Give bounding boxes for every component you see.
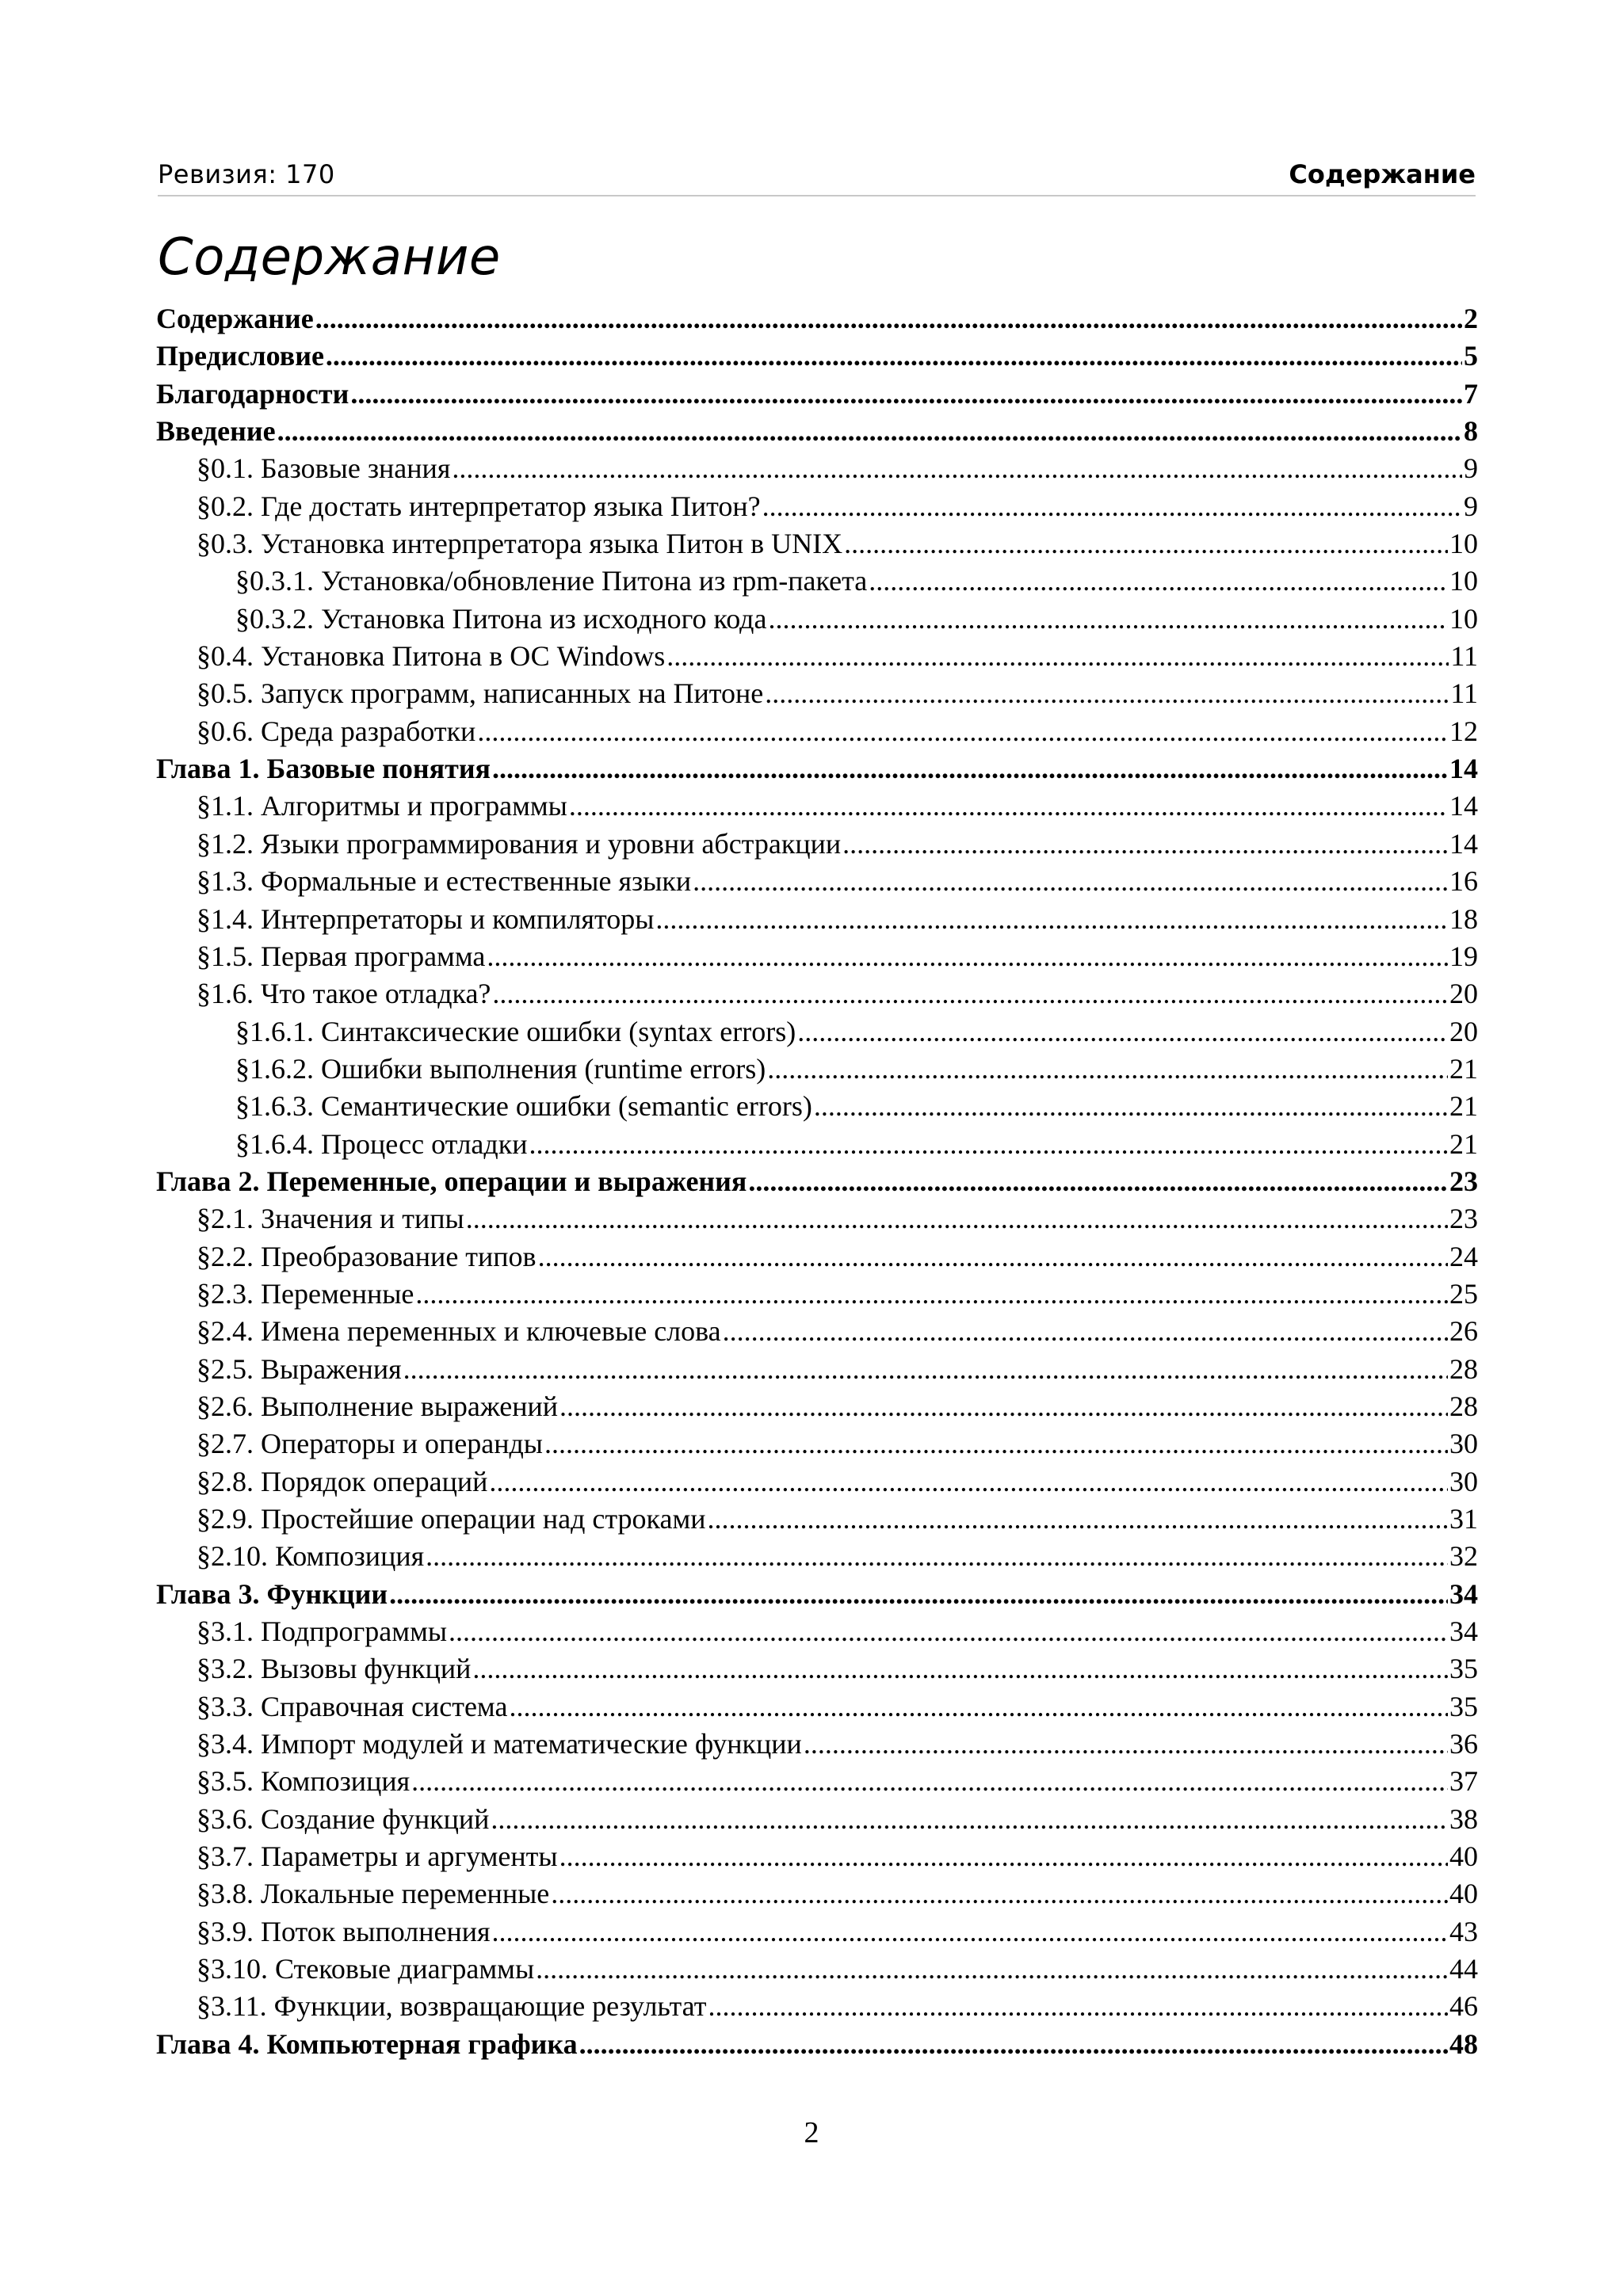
toc-entry[interactable] bbox=[156, 1538, 1478, 1575]
toc-entry-title: §1.3. Формальные и естественные языки bbox=[197, 865, 692, 898]
toc-entry-page: 38 bbox=[1449, 1802, 1478, 1835]
toc-entry-page: 31 bbox=[1449, 1503, 1478, 1535]
toc-dot-leader bbox=[491, 1801, 1448, 1838]
toc-entry-page: 36 bbox=[1449, 1728, 1478, 1760]
toc-entry-title: §3.11. Функции, возвращающие результат bbox=[197, 1990, 707, 2023]
toc-dot-leader bbox=[489, 1463, 1448, 1501]
toc-entry-page: 40 bbox=[1449, 1878, 1478, 1910]
toc-entry-title: §3.7. Параметры и аргументы bbox=[197, 1840, 558, 1873]
toc-entry[interactable] bbox=[156, 1351, 1478, 1388]
toc-entry-title: §3.8. Локальные переменные bbox=[197, 1878, 550, 1910]
toc-dot-leader bbox=[579, 2026, 1448, 2063]
toc-entry-title: §3.9. Поток выполнения bbox=[197, 1915, 491, 1947]
toc-entry[interactable] bbox=[156, 1501, 1478, 1538]
toc-entry-title: Глава 3. Функции bbox=[156, 1577, 388, 1610]
toc-entry-page: 10 bbox=[1449, 602, 1478, 635]
toc-entry-title: §0.3. Установка интерпретатора языка Питон в UNIX bbox=[197, 528, 843, 560]
toc-dot-leader bbox=[559, 1838, 1448, 1875]
toc-entry-title: §3.4. Импорт модулей и математические функции bbox=[197, 1728, 802, 1760]
toc-entry-title: §1.2. Языки программирования и уровни абстракции bbox=[197, 827, 842, 860]
toc-dot-leader bbox=[666, 638, 1449, 675]
toc-entry[interactable] bbox=[156, 750, 1478, 788]
page-title: Содержание bbox=[158, 228, 501, 287]
toc-entry-title: §3.1. Подпрограммы bbox=[197, 1615, 448, 1648]
table-of-contents bbox=[156, 300, 1478, 2063]
toc-entry-page: 23 bbox=[1449, 1165, 1478, 1197]
toc-entry-title: §1.6.1. Синтаксические ошибки (syntax errors) bbox=[235, 1015, 796, 1047]
toc-entry-page: 48 bbox=[1449, 2027, 1478, 2060]
toc-entry-page: 24 bbox=[1449, 1240, 1478, 1272]
toc-dot-leader bbox=[277, 413, 1462, 450]
toc-entry-title: Содержание bbox=[156, 303, 314, 334]
toc-entry[interactable] bbox=[156, 638, 1478, 675]
toc-entry[interactable] bbox=[156, 338, 1478, 375]
toc-entry-title: §3.3. Справочная система bbox=[197, 1690, 508, 1722]
toc-entry-page: 32 bbox=[1449, 1540, 1478, 1573]
toc-entry[interactable] bbox=[156, 1276, 1478, 1313]
toc-entry[interactable] bbox=[156, 1650, 1478, 1688]
toc-dot-leader bbox=[350, 376, 1462, 413]
toc-entry[interactable] bbox=[156, 1576, 1478, 1613]
toc-entry[interactable] bbox=[156, 1388, 1478, 1425]
toc-entry-title: §1.5. Первая программа bbox=[197, 940, 486, 972]
toc-dot-leader bbox=[403, 1351, 1448, 1388]
toc-entry-page: 30 bbox=[1449, 1428, 1478, 1460]
toc-entry[interactable] bbox=[156, 975, 1478, 1013]
toc-entry-title: §0.1. Базовые знания bbox=[197, 452, 451, 485]
toc-entry[interactable] bbox=[156, 1088, 1478, 1125]
toc-entry[interactable] bbox=[156, 938, 1478, 975]
toc-entry-title: §1.6. Что такое отладка? bbox=[197, 978, 491, 1010]
toc-dot-leader bbox=[538, 1238, 1448, 1276]
toc-entry-page: 16 bbox=[1449, 865, 1478, 898]
toc-entry[interactable] bbox=[156, 1951, 1478, 1988]
toc-entry-title: §0.5. Запуск программ, написанных на Питоне bbox=[197, 677, 764, 710]
toc-entry[interactable] bbox=[156, 1463, 1478, 1501]
toc-entry[interactable] bbox=[156, 788, 1478, 825]
toc-entry-title: §3.5. Композиция bbox=[197, 1765, 411, 1798]
toc-entry-title: §2.4. Имена переменных и ключевые слова bbox=[197, 1315, 721, 1348]
toc-entry[interactable] bbox=[156, 1838, 1478, 1875]
toc-dot-leader bbox=[426, 1538, 1448, 1575]
toc-entry-title: §1.4. Интерпретаторы и компиляторы bbox=[197, 902, 655, 935]
toc-entry-page: 44 bbox=[1449, 1953, 1478, 1985]
toc-entry-page: 35 bbox=[1449, 1690, 1478, 1722]
toc-entry-title: §0.3.1. Установка/обновление Питона из rpm-пакета bbox=[235, 565, 868, 597]
toc-entry[interactable] bbox=[156, 1726, 1478, 1763]
toc-entry[interactable] bbox=[156, 525, 1478, 563]
toc-entry-page: 21 bbox=[1449, 1090, 1478, 1123]
toc-entry-page: 10 bbox=[1449, 528, 1478, 560]
toc-dot-leader bbox=[544, 1425, 1448, 1463]
toc-entry[interactable] bbox=[156, 376, 1478, 413]
toc-entry-title: §2.7. Операторы и операнды bbox=[197, 1428, 543, 1460]
toc-entry-page: 7 bbox=[1464, 377, 1478, 410]
toc-entry-page: 34 bbox=[1449, 1577, 1478, 1610]
toc-dot-leader bbox=[449, 1613, 1448, 1650]
toc-dot-leader bbox=[869, 563, 1448, 600]
toc-entry[interactable] bbox=[156, 1425, 1478, 1463]
toc-dot-leader bbox=[814, 1088, 1448, 1125]
toc-dot-leader bbox=[767, 1051, 1448, 1088]
toc-dot-leader bbox=[559, 1388, 1448, 1425]
toc-entry[interactable] bbox=[156, 300, 1478, 338]
toc-entry[interactable] bbox=[156, 863, 1478, 900]
toc-entry-page: 9 bbox=[1464, 490, 1478, 522]
toc-entry-page: 14 bbox=[1449, 753, 1478, 785]
toc-entry-page: 35 bbox=[1449, 1653, 1478, 1685]
toc-entry-page: 20 bbox=[1449, 1015, 1478, 1047]
toc-entry-title: §2.1. Значения и типы bbox=[197, 1203, 464, 1235]
toc-dot-leader bbox=[765, 675, 1449, 712]
toc-entry[interactable] bbox=[156, 1313, 1478, 1350]
toc-entry[interactable] bbox=[156, 1613, 1478, 1650]
toc-entry[interactable] bbox=[156, 1988, 1478, 2025]
toc-dot-leader bbox=[315, 300, 1462, 338]
toc-entry-page: 8 bbox=[1464, 415, 1478, 448]
toc-dot-leader bbox=[844, 525, 1448, 563]
revision-label: Ревизия: 170 bbox=[158, 159, 335, 189]
toc-entry-page: 19 bbox=[1449, 940, 1478, 972]
toc-entry-title: §3.2. Вызовы функций bbox=[197, 1653, 472, 1685]
toc-entry-page: 18 bbox=[1449, 902, 1478, 935]
toc-entry-page: 5 bbox=[1464, 340, 1478, 372]
toc-entry-title: §2.6. Выполнение выражений bbox=[197, 1390, 559, 1422]
toc-entry[interactable] bbox=[156, 1913, 1478, 1951]
toc-entry[interactable] bbox=[156, 1200, 1478, 1238]
toc-entry[interactable] bbox=[156, 601, 1478, 638]
toc-entry[interactable] bbox=[156, 826, 1478, 863]
toc-entry-title: Глава 1. Базовые понятия bbox=[156, 753, 491, 785]
toc-dot-leader bbox=[452, 450, 1462, 487]
toc-entry[interactable] bbox=[156, 1875, 1478, 1913]
toc-entry-title: §2.3. Переменные bbox=[197, 1277, 414, 1310]
section-label: Содержание bbox=[1289, 159, 1476, 189]
toc-dot-leader bbox=[723, 1313, 1448, 1350]
toc-entry-title: §3.10. Стековые диаграммы bbox=[197, 1953, 535, 1985]
toc-entry[interactable] bbox=[156, 1163, 1478, 1200]
toc-entry[interactable] bbox=[156, 1013, 1478, 1051]
toc-entry-page: 30 bbox=[1449, 1465, 1478, 1497]
toc-entry[interactable] bbox=[156, 1238, 1478, 1276]
toc-dot-leader bbox=[472, 1650, 1448, 1688]
toc-entry-page: 23 bbox=[1449, 1203, 1478, 1235]
toc-entry-page: 11 bbox=[1450, 640, 1478, 673]
toc-entry-title: §2.8. Порядок операций bbox=[197, 1465, 488, 1497]
toc-dot-leader bbox=[466, 1200, 1448, 1238]
toc-dot-leader bbox=[655, 901, 1448, 938]
toc-entry-title: Глава 2. Переменные, операции и выражения bbox=[156, 1165, 747, 1197]
toc-entry[interactable] bbox=[156, 563, 1478, 600]
toc-entry-title: Благодарности bbox=[156, 377, 349, 410]
toc-entry-page: 21 bbox=[1449, 1052, 1478, 1085]
toc-dot-leader bbox=[804, 1726, 1448, 1763]
toc-entry[interactable] bbox=[156, 1688, 1478, 1726]
toc-dot-leader bbox=[708, 1501, 1448, 1538]
toc-entry-page: 11 bbox=[1450, 677, 1478, 710]
toc-dot-leader bbox=[411, 1763, 1448, 1800]
toc-entry-title: Предисловие bbox=[156, 340, 324, 372]
toc-entry-title: §2.2. Преобразование типов bbox=[197, 1240, 537, 1272]
toc-entry-title: §2.5. Выражения bbox=[197, 1352, 402, 1385]
toc-entry-page: 28 bbox=[1449, 1390, 1478, 1422]
toc-entry[interactable] bbox=[156, 413, 1478, 450]
toc-dot-leader bbox=[529, 1126, 1448, 1163]
toc-dot-leader bbox=[536, 1951, 1448, 1988]
toc-entry-page: 14 bbox=[1449, 790, 1478, 822]
toc-entry-title: §0.3.2. Установка Питона из исходного кода bbox=[235, 602, 767, 635]
toc-entry-title: §1.6.4. Процесс отладки bbox=[235, 1127, 528, 1160]
toc-entry[interactable] bbox=[156, 1126, 1478, 1163]
toc-entry[interactable] bbox=[156, 713, 1478, 750]
toc-entry-title: §2.10. Композиция bbox=[197, 1540, 425, 1573]
header-divider bbox=[158, 195, 1476, 196]
toc-entry-page: 14 bbox=[1449, 827, 1478, 860]
toc-entry[interactable] bbox=[156, 488, 1478, 525]
running-header bbox=[158, 155, 1476, 193]
toc-dot-leader bbox=[415, 1276, 1448, 1313]
toc-dot-leader bbox=[797, 1013, 1448, 1051]
toc-entry-page: 26 bbox=[1449, 1315, 1478, 1348]
toc-dot-leader bbox=[693, 863, 1448, 900]
toc-entry-page: 46 bbox=[1449, 1990, 1478, 2023]
toc-dot-leader bbox=[492, 975, 1448, 1013]
toc-entry-title: Глава 4. Компьютерная графика bbox=[156, 2027, 578, 2060]
toc-entry-title: §2.9. Простейшие операции над строками bbox=[197, 1503, 706, 1535]
toc-entry[interactable] bbox=[156, 2026, 1478, 2063]
toc-entry-page: 43 bbox=[1449, 1915, 1478, 1947]
toc-entry[interactable] bbox=[156, 450, 1478, 487]
toc-dot-leader bbox=[389, 1576, 1448, 1613]
toc-dot-leader bbox=[492, 1913, 1448, 1951]
toc-dot-leader bbox=[492, 750, 1448, 788]
toc-entry-page: 21 bbox=[1449, 1127, 1478, 1160]
toc-entry-page: 20 bbox=[1449, 978, 1478, 1010]
toc-entry-title: §1.6.3. Семантические ошибки (semantic errors) bbox=[235, 1090, 812, 1123]
toc-dot-leader bbox=[551, 1875, 1448, 1913]
toc-dot-leader bbox=[477, 713, 1448, 750]
toc-dot-leader bbox=[842, 826, 1448, 863]
toc-entry[interactable] bbox=[156, 675, 1478, 712]
toc-entry-title: §1.6.2. Ошибки выполнения (runtime errors) bbox=[235, 1052, 766, 1085]
toc-dot-leader bbox=[748, 1163, 1448, 1200]
toc-entry-page: 2 bbox=[1464, 303, 1478, 334]
toc-entry[interactable] bbox=[156, 901, 1478, 938]
toc-entry[interactable] bbox=[156, 1763, 1478, 1800]
toc-entry-title: §1.1. Алгоритмы и программы bbox=[197, 790, 567, 822]
toc-entry-page: 37 bbox=[1449, 1765, 1478, 1798]
toc-dot-leader bbox=[762, 488, 1462, 525]
page-number: 2 bbox=[804, 2116, 819, 2149]
toc-entry-page: 12 bbox=[1449, 715, 1478, 747]
toc-dot-leader bbox=[487, 938, 1448, 975]
toc-entry-page: 25 bbox=[1449, 1277, 1478, 1310]
toc-dot-leader bbox=[509, 1688, 1448, 1726]
toc-entry-page: 9 bbox=[1464, 452, 1478, 485]
toc-entry-page: 28 bbox=[1449, 1352, 1478, 1385]
toc-entry-title: Введение bbox=[156, 415, 276, 448]
toc-dot-leader bbox=[326, 338, 1462, 375]
toc-entry[interactable] bbox=[156, 1051, 1478, 1088]
toc-dot-leader bbox=[569, 788, 1448, 825]
toc-entry[interactable] bbox=[156, 1801, 1478, 1838]
toc-entry-title: §0.2. Где достать интерпретатор языка Питон? bbox=[197, 490, 761, 522]
toc-entry-title: §0.6. Среда разработки bbox=[197, 715, 476, 747]
toc-entry-page: 40 bbox=[1449, 1840, 1478, 1873]
toc-dot-leader bbox=[768, 601, 1448, 638]
toc-entry-title: §0.4. Установка Питона в ОС Windows bbox=[197, 640, 666, 673]
toc-entry-page: 34 bbox=[1449, 1615, 1478, 1648]
toc-entry-page: 10 bbox=[1449, 565, 1478, 597]
toc-entry-title: §3.6. Создание функций bbox=[197, 1802, 490, 1835]
toc-dot-leader bbox=[708, 1988, 1448, 2025]
